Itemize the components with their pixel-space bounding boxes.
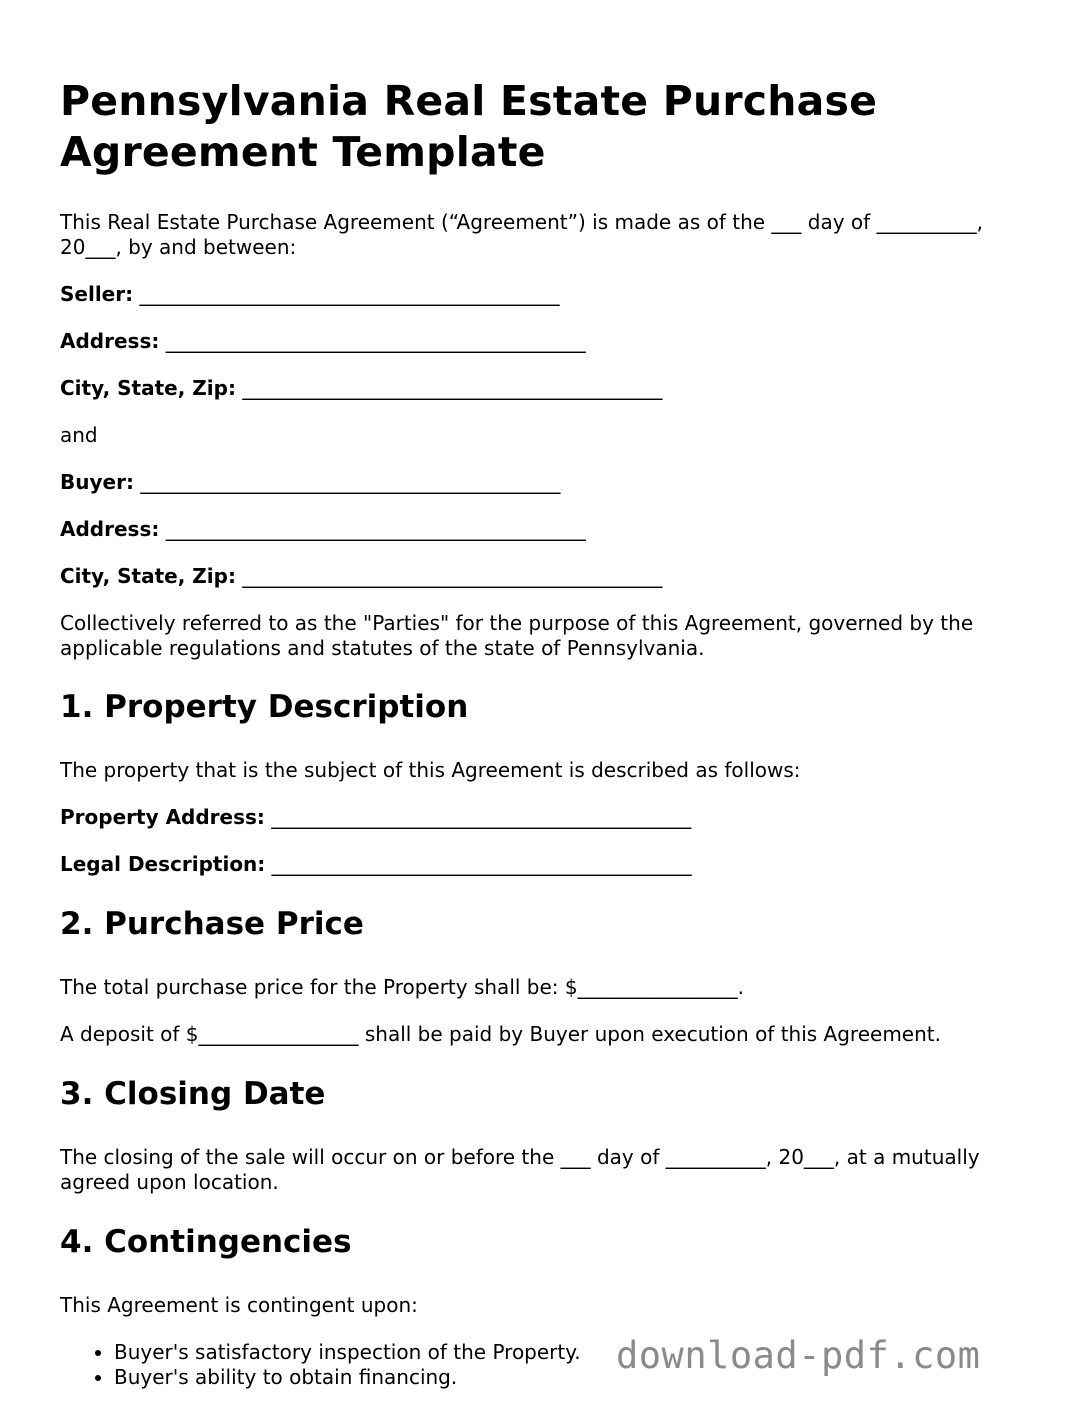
intro-paragraph: This Real Estate Purchase Agreement (“Agreement”) is made as of the ___ day of __________, 20___, by and between: bbox=[60, 210, 983, 259]
seller-city-label: City, State, Zip: bbox=[60, 376, 236, 400]
property-address-label: Property Address: bbox=[60, 805, 265, 829]
seller-city-blank: __________________________________________ bbox=[242, 376, 663, 400]
buyer-city-label: City, State, Zip: bbox=[60, 564, 236, 588]
watermark: download-pdf.com bbox=[616, 1334, 981, 1377]
and-text: and bbox=[60, 423, 98, 447]
closing-text: The closing of the sale will occur on or before the ___ day of __________, 20___, at a mutually agreed upon location. bbox=[60, 1145, 980, 1194]
property-address-field bbox=[60, 805, 1020, 830]
seller-label: Seller: bbox=[60, 282, 134, 306]
list-item: • Buyer's ability to obtain financing. bbox=[114, 1365, 1020, 1390]
buyer-address-field bbox=[60, 517, 1020, 542]
legal-description-blank: __________________________________________ bbox=[271, 852, 692, 876]
document-title: Pennsylvania Real Estate Purchase Agreement Template bbox=[60, 77, 878, 176]
section-heading-contingencies: 4. Contingencies bbox=[60, 1224, 352, 1260]
collective-paragraph: Collectively referred to as the "Parties" for the purpose of this Agreement, governed by the applicable regulations and statutes of the state of Pennsylvania. bbox=[60, 611, 974, 660]
property-address-blank: __________________________________________ bbox=[271, 805, 692, 829]
property-text: The property that is the subject of this Agreement is described as follows: bbox=[60, 758, 801, 782]
document-page bbox=[60, 76, 1020, 1390]
seller-address-label: Address: bbox=[60, 329, 160, 353]
seller-city-field bbox=[60, 376, 1020, 401]
contingencies-text: This Agreement is contingent upon: bbox=[60, 1293, 418, 1317]
list-item: • Buyer's satisfactory inspection of the Property. bbox=[114, 1340, 1020, 1365]
buyer-label: Buyer: bbox=[60, 470, 134, 494]
deposit-text: A deposit of $________________ shall be paid by Buyer upon execution of this Agreement. bbox=[60, 1022, 941, 1046]
section-heading-price: 2. Purchase Price bbox=[60, 906, 364, 942]
legal-description-label: Legal Description: bbox=[60, 852, 266, 876]
buyer-address-label: Address: bbox=[60, 517, 160, 541]
section-heading-closing: 3. Closing Date bbox=[60, 1076, 326, 1112]
legal-description-field bbox=[60, 852, 1020, 877]
total-price-text: The total purchase price for the Property shall be: $________________. bbox=[60, 975, 744, 999]
seller-field bbox=[60, 282, 1020, 307]
buyer-city-field bbox=[60, 564, 1020, 589]
buyer-address-blank: __________________________________________ bbox=[165, 517, 586, 541]
buyer-city-blank: __________________________________________ bbox=[242, 564, 663, 588]
section-heading-property: 1. Property Description bbox=[60, 689, 469, 725]
seller-address-blank: __________________________________________ bbox=[165, 329, 586, 353]
seller-address-field bbox=[60, 329, 1020, 354]
seller-blank: __________________________________________ bbox=[139, 282, 560, 306]
buyer-field bbox=[60, 470, 1020, 495]
buyer-blank: __________________________________________ bbox=[140, 470, 561, 494]
